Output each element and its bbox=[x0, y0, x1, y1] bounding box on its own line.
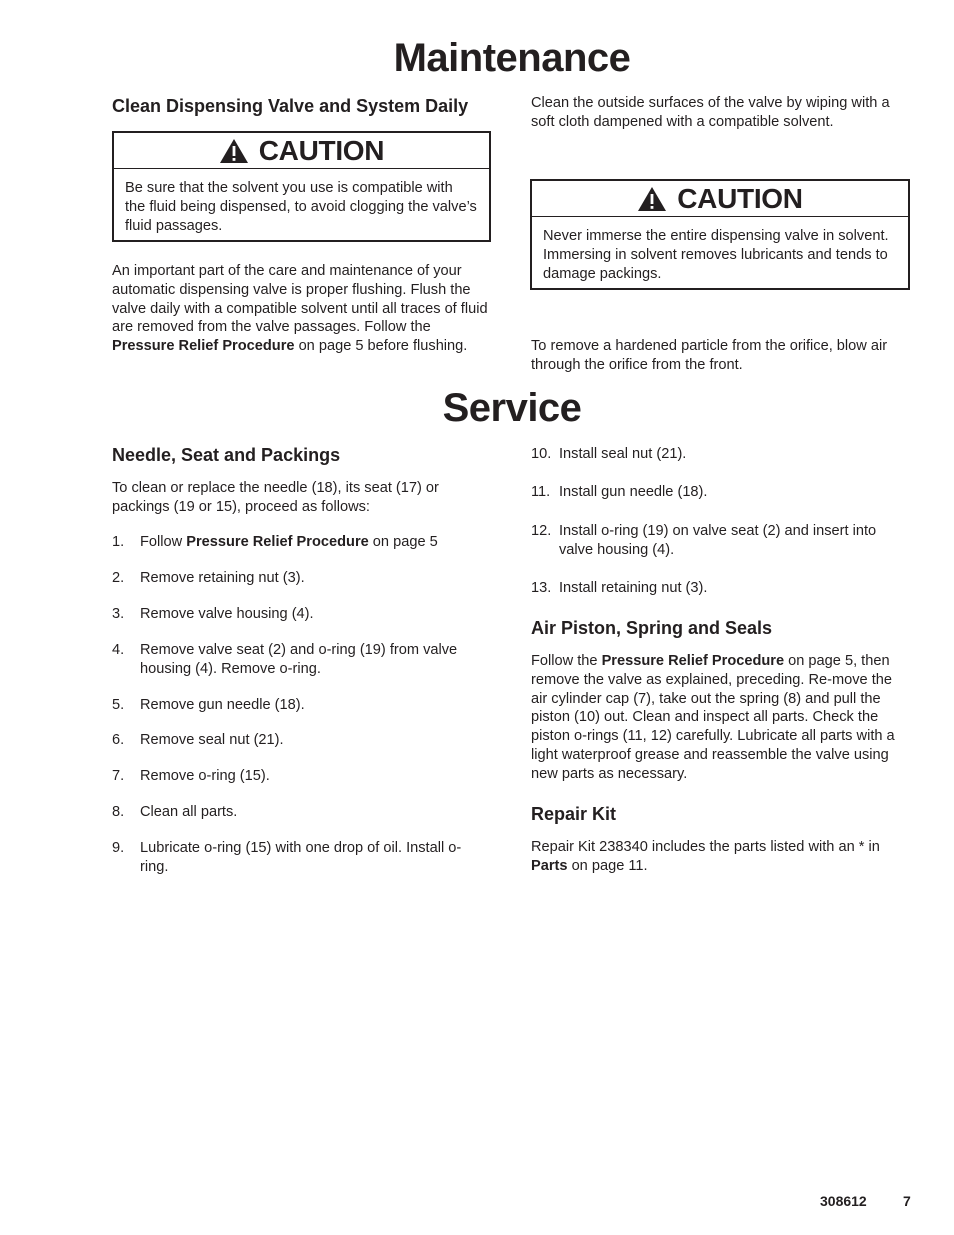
kit-text-c: on page 11. bbox=[567, 857, 648, 874]
step-text-pre: Install retaining nut (3). bbox=[559, 580, 708, 596]
step-text-pre: Remove retaining nut (3). bbox=[140, 570, 305, 586]
step-text bbox=[559, 445, 903, 464]
step-text bbox=[140, 839, 482, 877]
caution-box-immerse bbox=[530, 179, 910, 290]
step-text bbox=[559, 483, 903, 502]
step-text-pre: Remove valve seat (2) and o-ring (19) from valve housing (4). Remove o-ring. bbox=[140, 642, 458, 677]
step-text-pre: Remove gun needle (18). bbox=[140, 697, 305, 713]
service-step bbox=[112, 696, 482, 715]
outside-clean-paragraph: Clean the outside surfaces of the valve by wiping with a soft cloth dampened with a compatible solvent. bbox=[531, 95, 890, 130]
step-text-pre: Install seal nut (21). bbox=[559, 446, 687, 462]
step-text-pre: Remove valve housing (4). bbox=[140, 606, 314, 622]
page-number: 7 bbox=[903, 1193, 911, 1209]
caution-label: CAUTION bbox=[258, 134, 385, 166]
step-text bbox=[140, 767, 482, 786]
caution-text: Never immerse the entire dispensing valve in solvent. Immersing in solvent removes lubricants and tends to damage packings. bbox=[543, 228, 889, 282]
step-number: 4. bbox=[112, 642, 125, 658]
kit-text-a: Repair Kit 238340 includes the parts listed with an * in bbox=[531, 839, 880, 855]
step-text bbox=[140, 803, 482, 822]
step-number: 12. bbox=[531, 523, 552, 539]
service-step bbox=[112, 533, 482, 552]
step-number: 6. bbox=[112, 732, 125, 748]
step-text bbox=[559, 522, 903, 560]
caution-header bbox=[114, 133, 489, 169]
step-text-post: on page 5 bbox=[368, 534, 438, 550]
air-text-c: on page 5, then remove the valve as explained, preceding. Re-move the air cylinder cap (7), take out the spring (8) and pull the piston (10) out. Clean and inspect all parts. Check the piston o-rings (11, 12) carefully. Lubricate all parts with a light waterproof grease and reassemble the valve using new parts as necessary. bbox=[531, 653, 895, 782]
step-number: 2. bbox=[112, 570, 125, 586]
flushing-procedure-ref: Pressure Relief Procedure bbox=[112, 338, 295, 355]
step-text bbox=[140, 605, 482, 624]
step-text-pre: Lubricate o-ring (15) with one drop of oil. Install o-ring. bbox=[140, 840, 462, 875]
step-number: 11. bbox=[531, 484, 551, 500]
service-step bbox=[112, 839, 482, 877]
step-text bbox=[140, 569, 482, 588]
caution-label: CAUTION bbox=[677, 182, 803, 214]
step-number: 5. bbox=[112, 697, 125, 713]
flushing-paragraph bbox=[112, 262, 492, 356]
needle-intro: To clean or replace the needle (18), its seat (17) or packings (19 or 15), proceed as follows: bbox=[112, 480, 439, 515]
service-step bbox=[112, 641, 482, 679]
orifice-paragraph: To remove a hardened particle from the orifice, blow air through the orifice from the front. bbox=[531, 338, 888, 373]
maintenance-title: Maintenance bbox=[393, 36, 631, 80]
caution-header bbox=[532, 181, 908, 217]
service-step bbox=[531, 579, 903, 598]
service-step bbox=[112, 803, 482, 822]
step-text bbox=[140, 533, 482, 552]
service-step bbox=[112, 605, 482, 624]
flushing-text-a: An important part of the care and maintenance of your automatic dispensing valve is proper flushing. Flush the valve daily with a compatible solvent until all traces of fluid are removed from the valve passages. Follow the bbox=[112, 263, 488, 336]
step-text bbox=[559, 579, 903, 598]
warning-triangle-icon bbox=[219, 138, 249, 164]
air-piston-heading: Air Piston, Spring and Seals bbox=[531, 618, 773, 638]
warning-triangle-icon bbox=[637, 186, 667, 212]
service-step bbox=[531, 522, 903, 560]
service-step bbox=[531, 483, 903, 502]
step-number: 8. bbox=[112, 804, 125, 820]
repair-kit-paragraph bbox=[531, 838, 911, 876]
service-title: Service bbox=[442, 386, 582, 430]
service-step bbox=[112, 731, 482, 750]
step-number: 13. bbox=[531, 580, 552, 596]
needle-seat-heading: Needle, Seat and Packings bbox=[112, 445, 341, 465]
clean-daily-heading: Clean Dispensing Valve and System Daily bbox=[112, 96, 469, 116]
air-text-a: Follow the bbox=[531, 653, 602, 669]
step-text-pre: Clean all parts. bbox=[140, 804, 238, 820]
caution-text: Be sure that the solvent you use is compatible with the fluid being dispensed, to avoid clogging the valve’s fluid passages. bbox=[125, 180, 477, 234]
step-number: 7. bbox=[112, 768, 125, 784]
air-procedure-ref: Pressure Relief Procedure bbox=[601, 653, 785, 669]
step-text-pre: Remove seal nut (21). bbox=[140, 732, 284, 748]
service-step bbox=[112, 767, 482, 786]
step-number: 10. bbox=[531, 446, 552, 462]
step-text bbox=[140, 641, 482, 679]
step-text-pre: Install o-ring (19) on valve seat (2) and insert into valve housing (4). bbox=[559, 523, 877, 558]
service-step bbox=[112, 569, 482, 588]
service-step bbox=[531, 445, 903, 464]
step-text bbox=[140, 731, 482, 750]
step-number: 1. bbox=[112, 534, 125, 550]
step-text-pre: Remove o-ring (15). bbox=[140, 768, 270, 784]
step-text-bold: Pressure Relief Procedure bbox=[186, 534, 369, 550]
kit-parts-ref: Parts bbox=[531, 857, 568, 874]
step-number: 3. bbox=[112, 606, 125, 622]
repair-kit-heading: Repair Kit bbox=[531, 804, 617, 824]
step-text-pre: Install gun needle (18). bbox=[559, 484, 708, 500]
caution-box-solvent bbox=[112, 131, 491, 242]
step-text-pre: Follow bbox=[140, 534, 187, 550]
step-text bbox=[140, 696, 482, 715]
document-number: 308612 bbox=[820, 1193, 867, 1209]
step-number: 9. bbox=[112, 840, 125, 856]
air-piston-paragraph bbox=[531, 652, 911, 784]
flushing-text-c: on page 5 before flushing. bbox=[294, 338, 468, 355]
